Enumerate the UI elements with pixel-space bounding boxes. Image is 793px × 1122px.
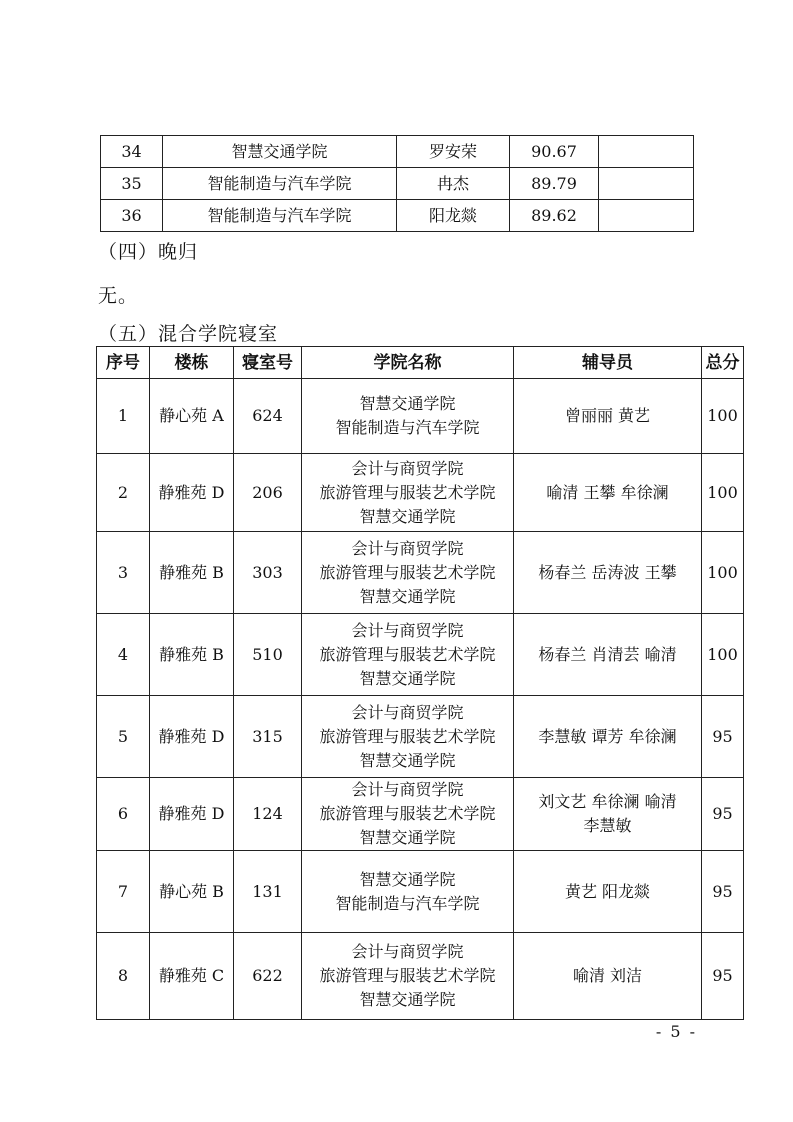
counselor-names-line: 喻清 刘洁 [572,966,643,985]
total-score: 95 [702,778,744,851]
college-names-line: 旅游管理与服装艺术学院 [319,804,496,823]
room-number: 624 [234,379,302,454]
header-counselor: 辅导员 [514,347,702,379]
row-number: 3 [97,532,150,614]
college-names-line: 会计与商贸学院 [351,458,464,478]
college-names [302,851,514,933]
dormitory-ranking-table-continued [100,135,694,232]
college-name: 智慧交通学院 [163,136,397,168]
page-number: - 5 - [655,1022,697,1041]
row-number: 35 [101,168,163,200]
counselor-names [514,851,702,933]
table-row [97,454,744,532]
counselor-name: 阳龙燚 [397,200,510,232]
room-number: 131 [234,851,302,933]
counselor-names-line: 杨春兰 肖清芸 喻清 [538,644,677,664]
counselor-names-line: 黄艺 阳龙燚 [564,881,651,901]
mixed-college-dorm-table [96,346,744,1020]
college-names [302,696,514,778]
counselor-name: 冉杰 [397,168,510,200]
college-names-line: 智慧交通学院 [359,750,456,770]
counselor-names-line: 刘文艺 牟徐澜 喻清 [538,792,677,811]
total-score: 100 [702,614,744,696]
table-row [97,933,744,1020]
college-names-line: 旅游管理与服装艺术学院 [319,644,496,664]
total-score: 95 [702,933,744,1020]
college-names [302,614,514,696]
total-score: 100 [702,379,744,454]
room-number: 303 [234,532,302,614]
counselor-names-line: 杨春兰 岳涛波 王攀 [538,562,677,582]
college-name: 智能制造与汽车学院 [163,168,397,200]
counselor-names [514,696,702,778]
counselor-names [514,532,702,614]
table-row [97,614,744,696]
room-number: 206 [234,454,302,532]
room-number: 124 [234,778,302,851]
college-names-line: 会计与商贸学院 [351,620,464,640]
counselor-names-line: 李慧敏 谭芳 牟徐澜 [538,726,677,746]
total-score: 95 [702,696,744,778]
college-names-line: 智慧交通学院 [359,668,456,688]
college-name: 智能制造与汽车学院 [163,200,397,232]
college-names-line: 会计与商贸学院 [351,538,464,558]
building-name: 静雅苑 D [150,778,234,851]
college-names-line: 智慧交通学院 [359,990,456,1009]
building-name: 静雅苑 D [150,696,234,778]
counselor-names-line: 李慧敏 [583,816,632,835]
score: 90.67 [510,136,599,168]
row-number: 8 [97,933,150,1020]
college-names-line: 智能制造与汽车学院 [335,418,480,437]
empty-cell [599,136,694,168]
table-row [97,532,744,614]
row-number: 7 [97,851,150,933]
college-names [302,933,514,1020]
table-row [97,696,744,778]
building-name: 静雅苑 B [150,614,234,696]
table-row [101,136,694,168]
section-content-none: 无。 [98,285,139,307]
row-number: 1 [97,379,150,454]
college-names [302,379,514,454]
college-names-line: 旅游管理与服装艺术学院 [319,966,496,985]
building-name: 静雅苑 C [150,933,234,1020]
table-body [97,379,744,1020]
college-names [302,778,514,851]
score: 89.79 [510,168,599,200]
counselor-names [514,454,702,532]
total-score: 100 [702,532,744,614]
table-row [97,379,744,454]
college-names-line: 会计与商贸学院 [351,702,464,722]
college-names-line: 智能制造与汽车学院 [335,893,480,913]
row-number: 36 [101,200,163,232]
college-names-line: 旅游管理与服装艺术学院 [319,726,496,746]
empty-cell [599,168,694,200]
header-room: 寝室号 [234,347,302,379]
counselor-names [514,379,702,454]
header-college: 学院名称 [302,347,514,379]
college-names-line: 智慧交通学院 [359,828,456,847]
counselor-names [514,778,702,851]
college-names [302,532,514,614]
counselor-names-line: 喻清 王攀 牟徐澜 [546,482,669,502]
total-score: 95 [702,851,744,933]
college-names-line: 智慧交通学院 [359,869,456,889]
score: 89.62 [510,200,599,232]
counselor-names [514,614,702,696]
table-row [97,851,744,933]
college-names-line: 旅游管理与服装艺术学院 [319,482,496,502]
row-number: 5 [97,696,150,778]
counselor-names-line: 曾丽丽 黄艺 [564,406,651,425]
table-row [101,168,694,200]
row-number: 34 [101,136,163,168]
college-names-line: 会计与商贸学院 [351,780,464,799]
table-row [97,778,744,851]
row-number: 6 [97,778,150,851]
table-row [101,200,694,232]
empty-cell [599,200,694,232]
section-heading-mixed-dorms: （五）混合学院寝室 [98,323,279,345]
college-names-line: 旅游管理与服装艺术学院 [319,562,496,582]
header-total-score: 总分 [702,347,744,379]
building-name: 静心苑 A [150,379,234,454]
college-names [302,454,514,532]
room-number: 315 [234,696,302,778]
section-heading-late-return: （四）晚归 [98,241,199,263]
counselor-name: 罗安荣 [397,136,510,168]
building-name: 静雅苑 B [150,532,234,614]
college-names-line: 会计与商贸学院 [351,942,464,961]
counselor-names [514,933,702,1020]
college-names-line: 智慧交通学院 [359,506,456,526]
header-building: 楼栋 [150,347,234,379]
building-name: 静心苑 B [150,851,234,933]
room-number: 622 [234,933,302,1020]
building-name: 静雅苑 D [150,454,234,532]
header-number: 序号 [97,347,150,379]
row-number: 4 [97,614,150,696]
college-names-line: 智慧交通学院 [359,586,456,606]
total-score: 100 [702,454,744,532]
room-number: 510 [234,614,302,696]
college-names-line: 智慧交通学院 [359,394,456,413]
table-header-row [97,347,744,379]
row-number: 2 [97,454,150,532]
